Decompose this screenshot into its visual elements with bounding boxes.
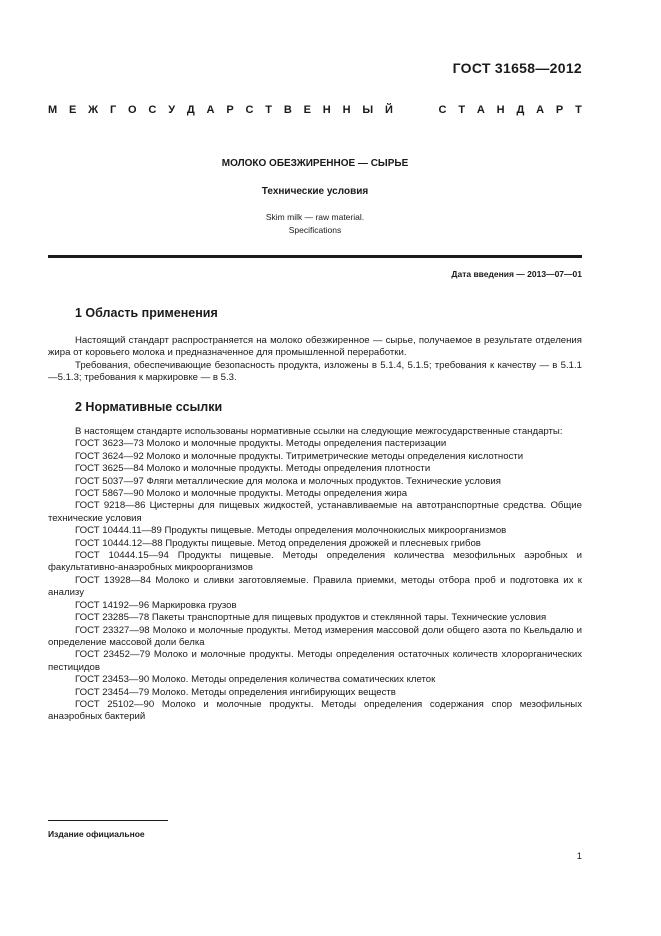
reference-item: ГОСТ 3624—92 Молоко и молочные продукты. Титриметрические методы определения кислотности (75, 450, 524, 462)
english-title-line: Specifications (288, 225, 342, 235)
kind-letter: Н (342, 104, 351, 116)
kind-letter: А (536, 104, 545, 116)
english-title (48, 211, 582, 237)
kind-letter: Й (384, 104, 393, 116)
reference-item: ГОСТ 25102—90 Молоко и молочные продукты. Методы определения содержания спор мезофильных анаэробных бактерий (48, 698, 582, 723)
paragraph: Настоящий стандарт распространяется на молоко обезжиренное — сырье, получаемое в результате отделения жира от коровьего молока и предназначенное для промышленной переработки. (48, 335, 582, 359)
kind-letter: А (206, 104, 215, 116)
kind-letter: Е (69, 104, 77, 116)
section-1-heading: 1 Область применения (75, 306, 218, 320)
kind-letter: Е (303, 104, 311, 116)
introduction-date: Дата введения — 2013—07—01 (451, 269, 582, 279)
kind-letter: Г (109, 104, 117, 116)
kind-letter: С (148, 104, 157, 116)
section-2-body (48, 426, 582, 724)
reference-item: ГОСТ 3625—84 Молоко и молочные продукты. Методы определения плотности (75, 463, 431, 475)
official-edition-note: Издание официальное (48, 829, 145, 839)
footer-rule (48, 820, 168, 821)
kind-letter: Д (186, 104, 195, 116)
reference-item: ГОСТ 9218—86 Цистерны для пищевых жидкостей, устанавливаемые на автотранспортные средства. Общие технические условия (48, 500, 582, 524)
kind-letter: О (128, 104, 137, 116)
section-1-body (48, 335, 582, 385)
kind-letter: У (168, 104, 176, 116)
reference-item: ГОСТ 5037—97 Фляги металлические для молока и молочных продуктов. Технические условия (75, 475, 501, 487)
kind-letter: Ы (362, 104, 374, 116)
paragraph: Требования, обеспечивающие безопасность продукта, изложены в 5.1.4, 5.1.5; требования к качеству — в 5.1.1—5.1.3; требования к маркировке — в 5.3. (48, 359, 582, 384)
kind-letter: Н (322, 104, 331, 116)
page-number: 1 (576, 851, 582, 862)
reference-item: ГОСТ 10444.15—94 Продукты пищевые. Методы определения количества мезофильных аэробных и факультативно-анаэробных микроорганизмов (48, 550, 582, 574)
kind-letter: М (48, 104, 58, 116)
kind-letter: В (283, 104, 292, 116)
standard-kind-heading (48, 104, 582, 116)
kind-letter: Д (516, 104, 525, 116)
english-title-line: Skim milk — raw material. (265, 212, 365, 222)
reference-item: ГОСТ 13928—84 Молоко и сливки заготовляемые. Правила приемки, методы отбора проб и подготовка их к анализу (48, 574, 582, 599)
document-subtitle: Технические условия (261, 186, 369, 197)
reference-item: ГОСТ 23452—79 Молоко и молочные продукты. Методы определения остаточных количеств хлорорганических пестицидов (48, 649, 582, 673)
document-title: МОЛОКО ОБЕЗЖИРЕННОЕ — СЫРЬЕ (221, 158, 409, 169)
kind-letter: Т (458, 104, 466, 116)
kind-letter: Р (555, 104, 564, 116)
kind-letter: Т (575, 104, 582, 116)
kind-letter: Р (226, 104, 234, 116)
reference-item: ГОСТ 23454—79 Молоко. Методы определения ингибирующих веществ (75, 686, 396, 698)
reference-item: ГОСТ 23327—98 Молоко и молочные продукты. Метод измерения массовой доли общего азота по Кьельдалю и определение массовой доли белка (48, 624, 582, 648)
reference-item: ГОСТ 23285—78 Пакеты транспортные для пищевых продуктов и стеклянной тары. Технические условия (75, 612, 547, 624)
kind-letter: С (245, 104, 254, 116)
standard-number: ГОСТ 31658—2012 (452, 60, 582, 76)
reference-item: ГОСТ 5867—90 Молоко и молочные продукты. Методы определения жира (75, 488, 408, 500)
kind-letter: А (476, 104, 485, 116)
reference-item: ГОСТ 14192—96 Маркировка грузов (75, 599, 237, 611)
kind-letter: Ж (88, 104, 99, 116)
kind-letter: С (438, 104, 447, 116)
kind-letter: Н (496, 104, 505, 116)
kind-letter: Т (265, 104, 273, 116)
reference-item: ГОСТ 23453—90 Молоко. Методы определения количества соматических клеток (75, 674, 436, 686)
paragraph: В настоящем стандарте использованы нормативные ссылки на следующие межгосударственные стандарты: (75, 426, 563, 437)
word-gap (405, 104, 427, 116)
title-separator-rule (48, 255, 582, 258)
section-2-heading: 2 Нормативные ссылки (75, 400, 223, 414)
reference-item: ГОСТ 10444.11—89 Продукты пищевые. Методы определения молочнокислых микроорганизмов (75, 525, 507, 537)
reference-item: ГОСТ 10444.12—88 Продукты пищевые. Метод определения дрожжей и плесневых грибов (75, 537, 481, 549)
reference-item: ГОСТ 3623—73 Молоко и молочные продукты. Методы определения пастеризации (75, 438, 447, 450)
